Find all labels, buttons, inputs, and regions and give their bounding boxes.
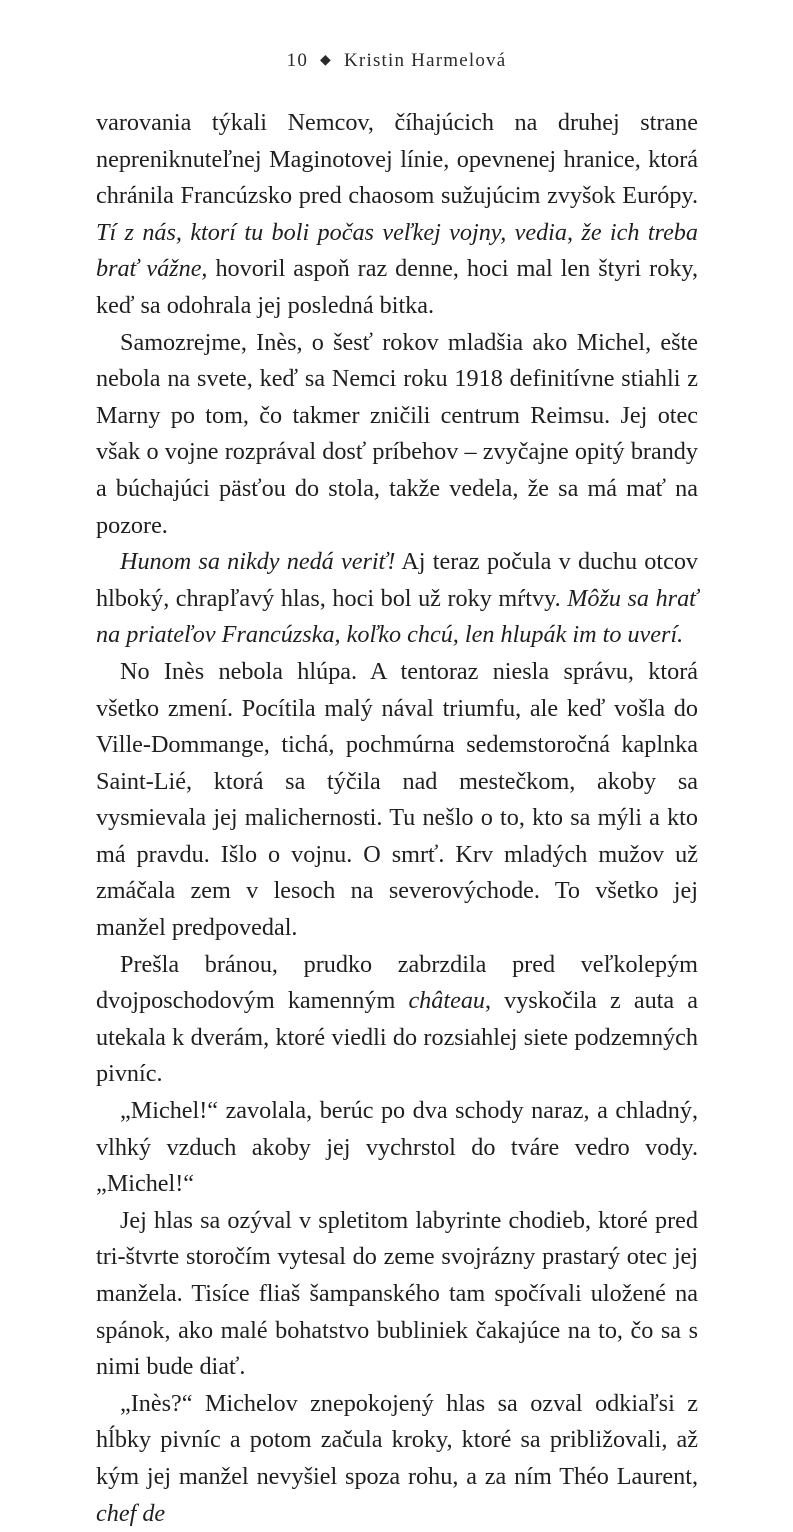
paragraph	[96, 1386, 698, 1532]
text-run: Jej hlas sa ozýval v spletitom labyrinte chodieb, ktoré pred tri-štvrte storočím vytesal do zeme svojrázny prastarý otec jej manžela. Tisíce fliaš šampanského tam spočívali uložené na spánok, ako malé bohatstvo bubliniek čakajúce na to, čo sa s nimi bude diať.	[96, 1206, 698, 1381]
diamond-separator-icon: ◆	[320, 53, 333, 68]
text-run: No Inès nebola hlúpa. A tentoraz niesla správu, ktorá všetko zmení. Pocítila malý nával triumfu, ale keď vošla do Ville-Dommange, tichá, pochmúrna sedemstoročná kaplnka Saint-Lié, ktorá sa týčila nad mestečkom, akoby sa vysmievala jej malichernosti. Tu nešlo o to, kto sa mýli a kto má pravdu. Išlo o vojnu. O smrť. Krv mladých mužov už zmáčala zem v lesoch na severovýchode. To všetko jej manžel predpovedal.	[96, 657, 698, 942]
text-run: „Michel!“ zavolala, berúc po dva schody naraz, a chladný, vlhký vzduch akoby jej vychrstol do tváre vedro vody. „Michel!“	[96, 1097, 698, 1198]
text-run: varovania týkali Nemcov, číhajúcich na druhej strane nepreniknuteľnej Maginotovej línie, opevnenej hranice, ktorá chránila Francúzsko pred chaosom sužujúcim zvyšok Európy.	[96, 109, 698, 210]
running-header	[0, 50, 793, 72]
paragraph	[96, 325, 698, 545]
text-run: Samozrejme, Inès, o šesť rokov mladšia ako Michel, ešte nebola na svete, keď sa Nemci roku 1918 definitívne stiahli z Marny po tom, čo takmer zničili centrum Reimsu. Jej otec však o vojne rozprával dosť príbehov – zvyčajne opitý brandy a búchajúci päsťou do stola, takže vedela, že sa má mať na pozore.	[96, 328, 698, 539]
italic-run: Hunom sa nikdy nedá veriť!	[120, 548, 396, 576]
body-text	[96, 105, 698, 1532]
text-run: „Inès?“ Michelov znepokojený hlas sa ozval odkiaľsi z hĺbky pivníc a potom začula kroky, ktoré sa približovali, až kým jej manžel nevyšiel spoza rohu, a za ním Théo Laurent,	[96, 1389, 698, 1490]
paragraph	[96, 105, 698, 325]
italic-run: Môžu sa hrať na priateľov Francúzska, koľko chcú, len hlupák im to uverí.	[96, 584, 698, 649]
text-run: Aj teraz počula v duchu otcov hlboký, chrapľavý hlas, hoci bol už roky mŕtvy.	[96, 548, 699, 612]
paragraph	[96, 947, 698, 1093]
text-run: Prešla bránou, prudko zabrzdila pred veľkolepým dvojposchodovým kamenným	[96, 950, 698, 1015]
italic-run: Tí z nás, ktorí tu boli počas veľkej vojny, vedia, že ich treba brať vážne,	[96, 218, 698, 283]
italic-run: chef de	[96, 1499, 166, 1527]
paragraph	[96, 1203, 698, 1386]
text-run: hovoril aspoň raz denne, hoci mal len štyri roky, keď sa odohrala jej posledná bitka.	[96, 255, 698, 319]
italic-run: château	[408, 987, 486, 1015]
author-name: Kristin Harmelová	[344, 50, 507, 71]
paragraph	[96, 544, 698, 654]
paragraph	[96, 1093, 698, 1203]
paragraph	[96, 654, 698, 947]
page-number: 10	[286, 50, 309, 71]
text-run: , vyskočila z auta a utekala k dverám, ktoré viedli do rozsiahlej siete podzemných pivníc.	[96, 987, 698, 1088]
